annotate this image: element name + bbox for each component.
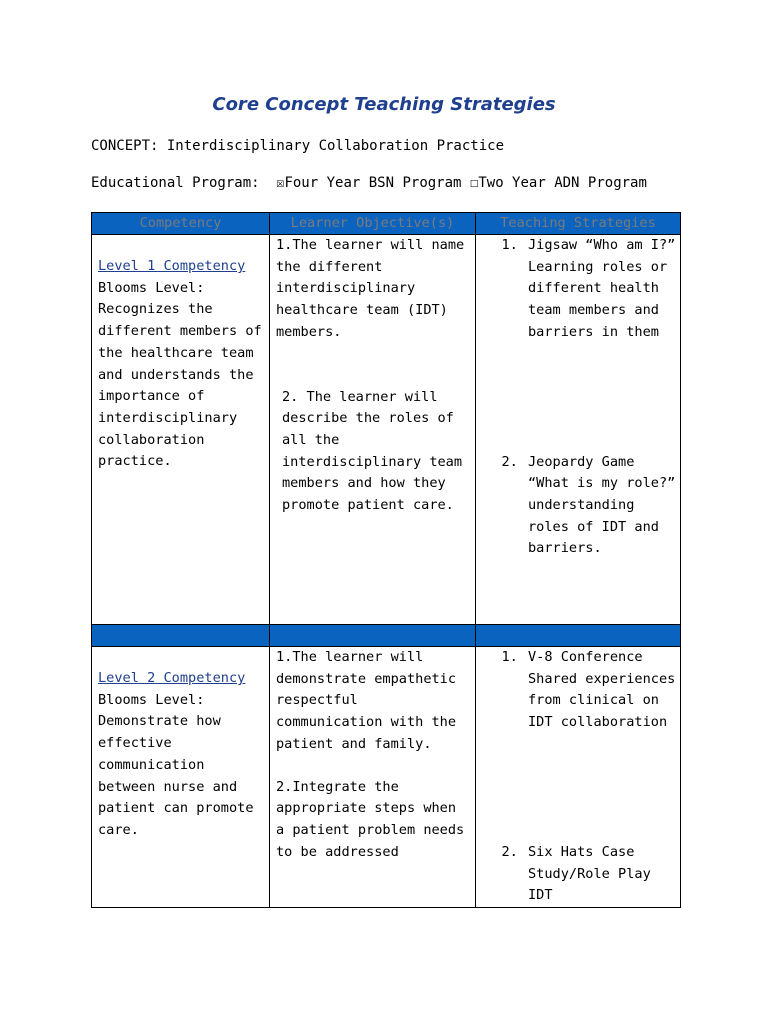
program-label: Educational Program: [91, 175, 260, 191]
objectives-cell [270, 235, 476, 625]
objectives-cell [270, 647, 476, 908]
objective-1: 1.The learner will demonstrate empathetic respectful communication with the patient and family. [276, 649, 457, 752]
strategy-1-title: 1. V-8 Conference [528, 649, 643, 665]
strategy-2-title: 2. Six Hats Case Study/Role Play IDT [528, 843, 651, 904]
header-teaching-strategies: Teaching Strategies [476, 213, 681, 235]
strategy-1-desc: Shared experiences from clinical on IDT collaboration [528, 670, 676, 731]
objective-1: 1.The learner will name the different interdisciplinary healthcare team (IDT) members. [276, 237, 465, 340]
strategies-cell [476, 235, 681, 625]
strategy-2-desc: “What is my role?” understanding roles of IDT and barriers. [528, 475, 676, 557]
document-title: Core Concept Teaching Strategies [212, 94, 556, 115]
level-2-heading: Level 2 Competency [98, 670, 246, 686]
educational-program-line [91, 175, 647, 191]
separator-row [92, 625, 681, 647]
competency-cell [92, 647, 270, 908]
header-row [92, 213, 681, 235]
competency-cell [92, 235, 270, 625]
concept-line: CONCEPT: Interdisciplinary Collaboration Practice [91, 138, 505, 154]
table-row [92, 647, 681, 908]
objective-2: 2.Integrate the appropriate steps when a patient problem needs to be addressed [276, 778, 465, 860]
level-1-heading: Level 1 Competency [98, 258, 246, 274]
competency-text: Recognizes the different members of the healthcare team and understands the importance of interdisciplinary collaboration practice. [98, 301, 262, 470]
blooms-label: Blooms Level: [98, 279, 205, 296]
header-competency: Competency [92, 213, 270, 235]
strategy-1-title: 1. Jigsaw “Who am I?” [528, 237, 676, 253]
strategy-1-desc: Learning roles or different health team members and barriers in them [528, 258, 668, 340]
strategy-2-title: 2. Jeopardy Game [528, 453, 635, 470]
strategy-1 [526, 235, 680, 344]
teaching-strategies-table [91, 212, 681, 908]
competency-text: Demonstrate how effective communication between nurse and patient can promote care. [98, 713, 254, 838]
table-row [92, 235, 681, 625]
strategy-2 [526, 452, 680, 561]
strategies-cell [476, 647, 681, 908]
header-learner-objectives: Learner Objective(s) [270, 213, 476, 235]
option-adn-label: Two Year ADN Program [478, 175, 647, 191]
checked-box-icon: ☒ [276, 175, 285, 191]
objective-2: 2. The learner will describe the roles of all the interdisciplinary team members and how they promote patient care. [282, 388, 463, 514]
strategy-2 [526, 842, 680, 907]
blooms-label: Blooms Level: [98, 691, 205, 708]
strategy-1 [526, 647, 680, 734]
option-bsn-label: Four Year BSN Program [284, 175, 462, 191]
unchecked-box-icon: ☐ [469, 175, 479, 191]
